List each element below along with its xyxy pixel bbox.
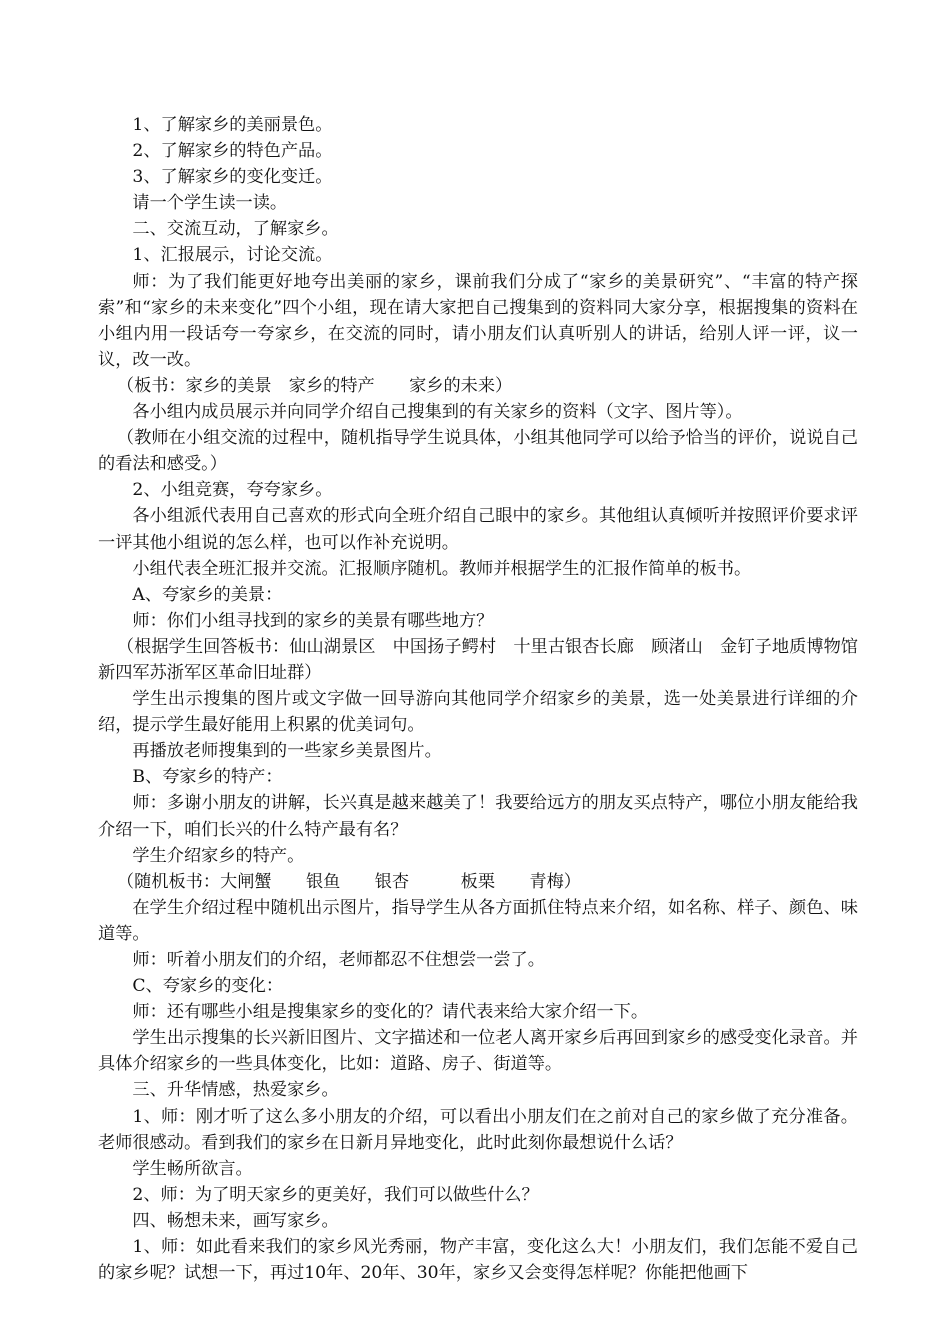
paragraph: 各小组派代表用自己喜欢的形式向全班介绍自己眼中的家乡。其他组认真倾听并按照评价要求评一评其他小组说的怎么样，也可以作补充说明。 [98, 506, 858, 553]
paragraph: 1、师：如此看来我们的家乡风光秀丽，物产丰富，变化这么大！小朋友们，我们怎能不爱自己的家乡呢？试想一下，再过10年、20年、30年，家乡又会变得怎样呢？你能把他画下 [98, 1237, 858, 1284]
paragraph: 再播放老师搜集到的一些家乡美景图片。 [132, 741, 442, 762]
paragraph: （教师在小组交流的过程中，随机指导学生说具体，小组其他同学可以给予恰当的评价，说说自己的看法和感受。） [98, 428, 858, 475]
paragraph: 师：为了我们能更好地夸出美丽的家乡，课前我们分成了“家乡的美景研究”、“丰富的特产探索”和“家乡的未来变化”四个小组，现在请大家把自己搜集到的资料同大家分享，根据搜集的资料在小组内用一段话夸一夸家乡，在交流的同时，请小朋友们认真听别人的讲话，给别人评一评，议一议，改一改。 [98, 271, 858, 370]
paragraph: 四、畅想未来，画写家乡。 [132, 1210, 339, 1231]
paragraph: C、夸家乡的变化： [132, 976, 284, 997]
paragraph: 学生出示搜集的长兴新旧图片、文字描述和一位老人离开家乡后再回到家乡的感受变化录音。并具体介绍家乡的一些具体变化，比如：道路、房子、街道等。 [98, 1028, 858, 1075]
paragraph: 1、师：刚才听了这么多小朋友的介绍，可以看出小朋友们在之前对自己的家乡做了充分准备。老师很感动。看到我们的家乡在日新月异地变化，此时此刻你最想说什么话？ [98, 1106, 858, 1153]
paragraph: 学生介绍家乡的特产。 [132, 845, 305, 866]
paragraph: （板书：家乡的美景 家乡的特产 家乡的未来） [116, 375, 513, 396]
paragraph: 1、了解家乡的美丽景色。 [132, 115, 333, 135]
paragraph: 二、交流互动，了解家乡。 [132, 219, 339, 240]
paragraph: 师：多谢小朋友的讲解，长兴真是越来越美了！我要给远方的朋友买点特产，哪位小朋友能给我介绍一下，咱们长兴的什么特产最有名？ [98, 793, 858, 840]
paragraph: A、夸家乡的美景： [132, 584, 283, 605]
paragraph: B、夸家乡的特产： [132, 767, 283, 788]
paragraph: 在学生介绍过程中随机出示图片，指导学生从各方面抓住特点来介绍，如名称、样子、颜色、味道等。 [98, 897, 858, 944]
document-body [98, 112, 876, 1286]
paragraph: 学生畅所欲言。 [132, 1158, 253, 1179]
paragraph: （随机板书：大闸蟹 银鱼 银杏 板栗 青梅） [116, 871, 581, 892]
paragraph: 三、升华情感，热爱家乡。 [132, 1080, 339, 1101]
paragraph: 师：听着小朋友们的介绍，老师都忍不住想尝一尝了。 [132, 950, 545, 970]
paragraph: 3、了解家乡的变化变迁。 [132, 167, 333, 188]
paragraph: 各小组内成员展示并向同学介绍自己搜集到的有关家乡的资料（文字、图片等）。 [132, 402, 743, 423]
paragraph: 2、小组竞赛，夸夸家乡。 [132, 480, 333, 501]
paragraph: 2、了解家乡的特色产品。 [132, 141, 333, 162]
paragraph: 小组代表全班汇报并交流。汇报顺序随机。教师并根据学生的汇报作简单的板书。 [132, 558, 752, 579]
paragraph: 请一个学生读一读。 [132, 193, 288, 214]
paragraph: 学生出示搜集的图片或文字做一回导游向其他同学介绍家乡的美景，选一处美景进行详细的介绍，提示学生最好能用上积累的优美词句。 [98, 689, 858, 736]
paragraph: （根据学生回答板书：仙山湖景区 中国扬子鳄村 十里古银杏长廊 顾渚山 金钉子地质博物馆 新四军苏浙军区革命旧址群） [98, 636, 876, 683]
paragraph: 师：你们小组寻找到的家乡的美景有哪些地方？ [132, 610, 494, 631]
paragraph: 师：还有哪些小组是搜集家乡的变化的？请代表来给大家介绍一下。 [132, 1002, 649, 1023]
paragraph: 1、汇报展示，讨论交流。 [132, 245, 333, 266]
paragraph: 2、师：为了明天家乡的更美好，我们可以做些什么？ [132, 1184, 539, 1205]
